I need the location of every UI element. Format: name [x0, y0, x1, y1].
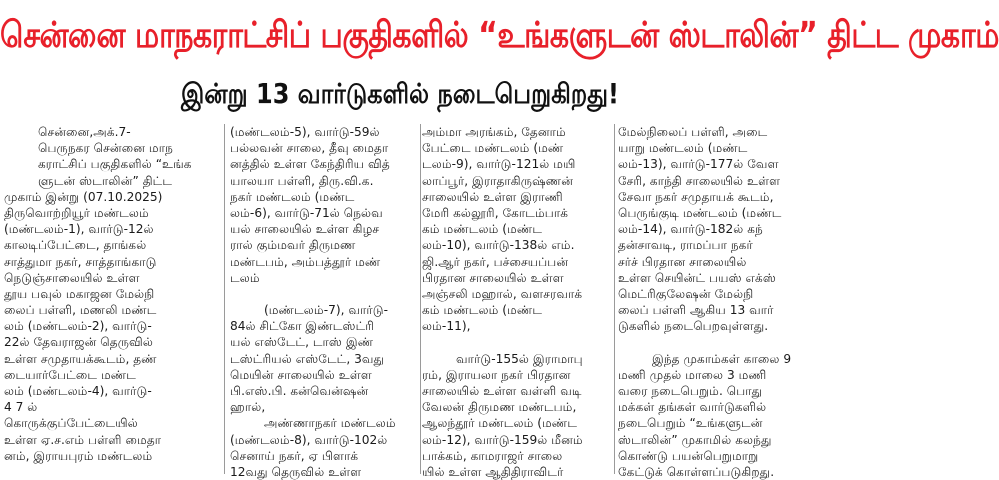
text-line: 22ல் தேவராஜன் தெருவில் — [4, 335, 153, 350]
text-line: லம்-10), வார்டு-138ல் எம். — [422, 238, 575, 253]
text-line: லைப் பள்ளி ஆகிய 13 வார் — [618, 303, 774, 318]
text-line: சர்ச் பிரதான சாலையில் — [618, 254, 747, 269]
column-1 — [4, 124, 220, 474]
text-line: லம்-12), வார்டு-159ல் மீனம் — [422, 432, 583, 447]
text-line: ஆலந்தூர் மண்டலம் (மண்ட — [422, 416, 578, 431]
text-line: டையார்பேட்டை மண்ட — [4, 367, 136, 382]
text-line: வேலன் திருமண மண்டபம், — [422, 400, 577, 415]
text-line: திருவொற்றியூர் மண்டலம் — [4, 205, 149, 220]
text-line: நகர் மண்டலம் (மண்ட — [230, 189, 355, 204]
text-line: மெயின் சாலையில் உள்ள — [230, 367, 372, 382]
text-line: டஸ்ட்ரியல் எஸ்டேட், 3வது — [230, 351, 385, 366]
text-line: செனாய் நகர், ஏ பிளாக் — [230, 448, 359, 463]
text-line: தன்சாவடி, ராமப்பா நகர் — [618, 238, 753, 253]
text-line: கொண்டு பயன்பெறுமாறு — [618, 448, 759, 463]
text-line: சாலையில் உள்ள இராணி — [422, 189, 563, 204]
text-line: அம்மா அரங்கம், தேனாம் — [422, 125, 566, 139]
column-divider — [614, 124, 615, 474]
text-line: சென்னை,அக்.7- — [38, 125, 131, 139]
text-line: மணி முதல் மாலை 3 மணி — [618, 367, 767, 382]
text-line: லம் (மண்டலம்-2), வார்டு- — [4, 319, 152, 334]
article-body — [0, 124, 800, 479]
text-line: அஞ்சலி மஹால், வளசரவாக் — [422, 286, 583, 301]
text-line: ஹால், — [230, 400, 266, 415]
column-divider — [420, 124, 421, 474]
text-line: யில் உள்ள ஆதிதிராவிடர் — [422, 464, 564, 479]
text-line: உள்ள சமுதாயக்கூடம், தண் — [4, 351, 157, 366]
text-line: தூய பவுல் மகாஜன மேல்நி — [4, 286, 155, 301]
text-line: பி.எஸ்.பி. கன்வென்ஷன் — [230, 384, 369, 398]
text-line: டலம்-9), வார்டு-121ல் மயி — [422, 157, 576, 172]
text-line: யல் சாலையில் உள்ள கிழச — [230, 222, 380, 237]
paragraph-gap — [230, 286, 430, 302]
text-line: நெடுஞ்சாலையில் உள்ள — [4, 270, 140, 285]
text-line: அண்ணாநகர் மண்டலம் — [264, 416, 396, 431]
text-line: 4 7 ல் — [4, 400, 38, 415]
text-line: பாக்கம், காமராஜர் சாலை — [422, 448, 563, 463]
text-line: பெருநகர சென்னை மாந — [38, 141, 173, 156]
text-line: லம்-13), வார்டு-177ல் வேள — [618, 157, 779, 172]
text-line: டலம் — [230, 270, 260, 285]
text-line: சேவா நகர் சமுதாயக் கூடம், — [618, 189, 774, 204]
paragraph-gap — [422, 334, 618, 350]
text-line: காலடிப்பேட்டை, தாங்கல் — [4, 238, 147, 253]
paragraph-gap — [618, 334, 800, 350]
column-3 — [422, 124, 618, 479]
text-line: பெருங்குடி மண்டலம் (மண்ட — [618, 205, 782, 220]
text-line: மெட்ரிகுலேஷன் மேல்நி — [618, 286, 754, 301]
text-line: சேரி, காந்தி சாலையில் உள்ள — [618, 173, 781, 188]
text-line: 12வது தெருவில் உள்ள — [230, 464, 362, 479]
text-line: கம் மண்டலம் (மண்ட — [422, 222, 543, 237]
text-line: மக்கள் தங்கள் வார்டுகளில் — [618, 400, 767, 415]
text-line: பிரதான சாலையில் உள்ள — [422, 270, 564, 285]
column-2 — [230, 124, 430, 479]
text-line: லம்-6), வார்டு-71ல் நெல்வ — [230, 205, 383, 220]
column-4 — [618, 124, 800, 479]
text-line: கொருக்குப்பேட்டையில் — [4, 416, 138, 431]
text-line: கராட்சிப் பகுதிகளில் “உங்க — [38, 157, 192, 172]
text-line: பல்லவன் சாலை, தீவு மைதா — [230, 141, 389, 156]
text-line: நடைபெறும் “உங்களுடன் — [618, 416, 763, 431]
text-line: கம் மண்டலம் (மண்ட — [422, 303, 543, 318]
text-line: ரால் கும்மவர் திருமண — [230, 238, 356, 253]
text-line: இந்த முகாம்கள் காலை 9 — [652, 351, 792, 366]
text-line: (மண்டலம்-7), வார்டு- — [264, 303, 389, 318]
text-line: கேட்டுக் கொள்ளப்படுகிறது. — [618, 464, 775, 479]
text-line: யாறு மண்டலம் (மண்ட — [618, 141, 748, 156]
text-line: டுகளில் நடைபெறவுள்ளது. — [618, 319, 769, 334]
text-line: லம் (மண்டலம்-4), வார்டு- — [4, 384, 152, 398]
headline: சென்னை மாநகராட்சிப் பகுதிகளில் “உங்களுடன் ஸ்டாலின்” திட்ட முகாம் — [0, 14, 999, 57]
text-line: மேரி கல்லூரி, கோடம்பாக் — [422, 205, 569, 220]
text-line: ரம், இராயலா நகர் பிரதான — [422, 367, 571, 382]
text-line: ளுடன் ஸ்டாலின்” திட்ட — [38, 173, 173, 188]
text-line: ஸ்டாலின்” முகாமில் கலந்து — [618, 432, 772, 447]
text-line: முகாம் இன்று (07.10.2025) — [4, 189, 163, 204]
text-line: (மண்டலம்-5), வார்டு-59ல் — [230, 125, 380, 139]
text-line: 84ல் சிட்கோ இண்டஸ்ட்ரி — [230, 319, 375, 334]
text-line: யல் எஸ்டேட், டாஸ் இண் — [230, 335, 374, 350]
text-line: லாப்பூர், இராதாகிருஷ்ணன் — [422, 173, 574, 188]
text-line: யாலயா பள்ளி, திரு.வி.க. — [230, 173, 374, 188]
text-line: பேட்டை மண்டலம் (மண் — [422, 141, 564, 156]
text-line: உள்ள செயின்ட் பயஸ் எக்ஸ் — [618, 270, 776, 285]
text-line: னத்தில் உள்ள கேந்திரிய வித் — [230, 157, 390, 172]
text-line: சாலையில் உள்ள வள்ளி வடி — [422, 384, 582, 398]
text-line: வரை நடைபெறும். பொது — [618, 384, 763, 398]
text-line: சாத்துமா நகர், சாத்தாங்காடு — [4, 254, 157, 269]
column-divider — [224, 124, 225, 474]
text-line: னம், இராயபுரம் மண்டலம் — [4, 448, 153, 463]
subheadline: இன்று 13 வார்டுகளில் நடைபெறுகிறது! — [181, 77, 619, 111]
text-line: லம்-14), வார்டு-182ல் கந் — [618, 222, 763, 237]
text-line: ஜி.ஆர் நகர், பச்சையப்பன் — [422, 254, 569, 269]
text-line: (மண்டலம்-1), வார்டு-12ல் — [4, 222, 154, 237]
text-line: மேல்நிலைப் பள்ளி, அடை — [618, 125, 768, 139]
text-line: உள்ள ஏ.ச.எம் பள்ளி மைதா — [4, 432, 162, 447]
text-line: லம்-11), — [422, 319, 471, 334]
text-line: லைப் பள்ளி, மணலி மண்ட — [4, 303, 157, 318]
text-line: (மண்டலம்-8), வார்டு-102ல் — [230, 432, 388, 447]
text-line: மண்டபம், அம்பத்தூர் மண் — [230, 254, 381, 269]
text-line: வார்டு-155ல் இராமாபு — [456, 351, 583, 366]
